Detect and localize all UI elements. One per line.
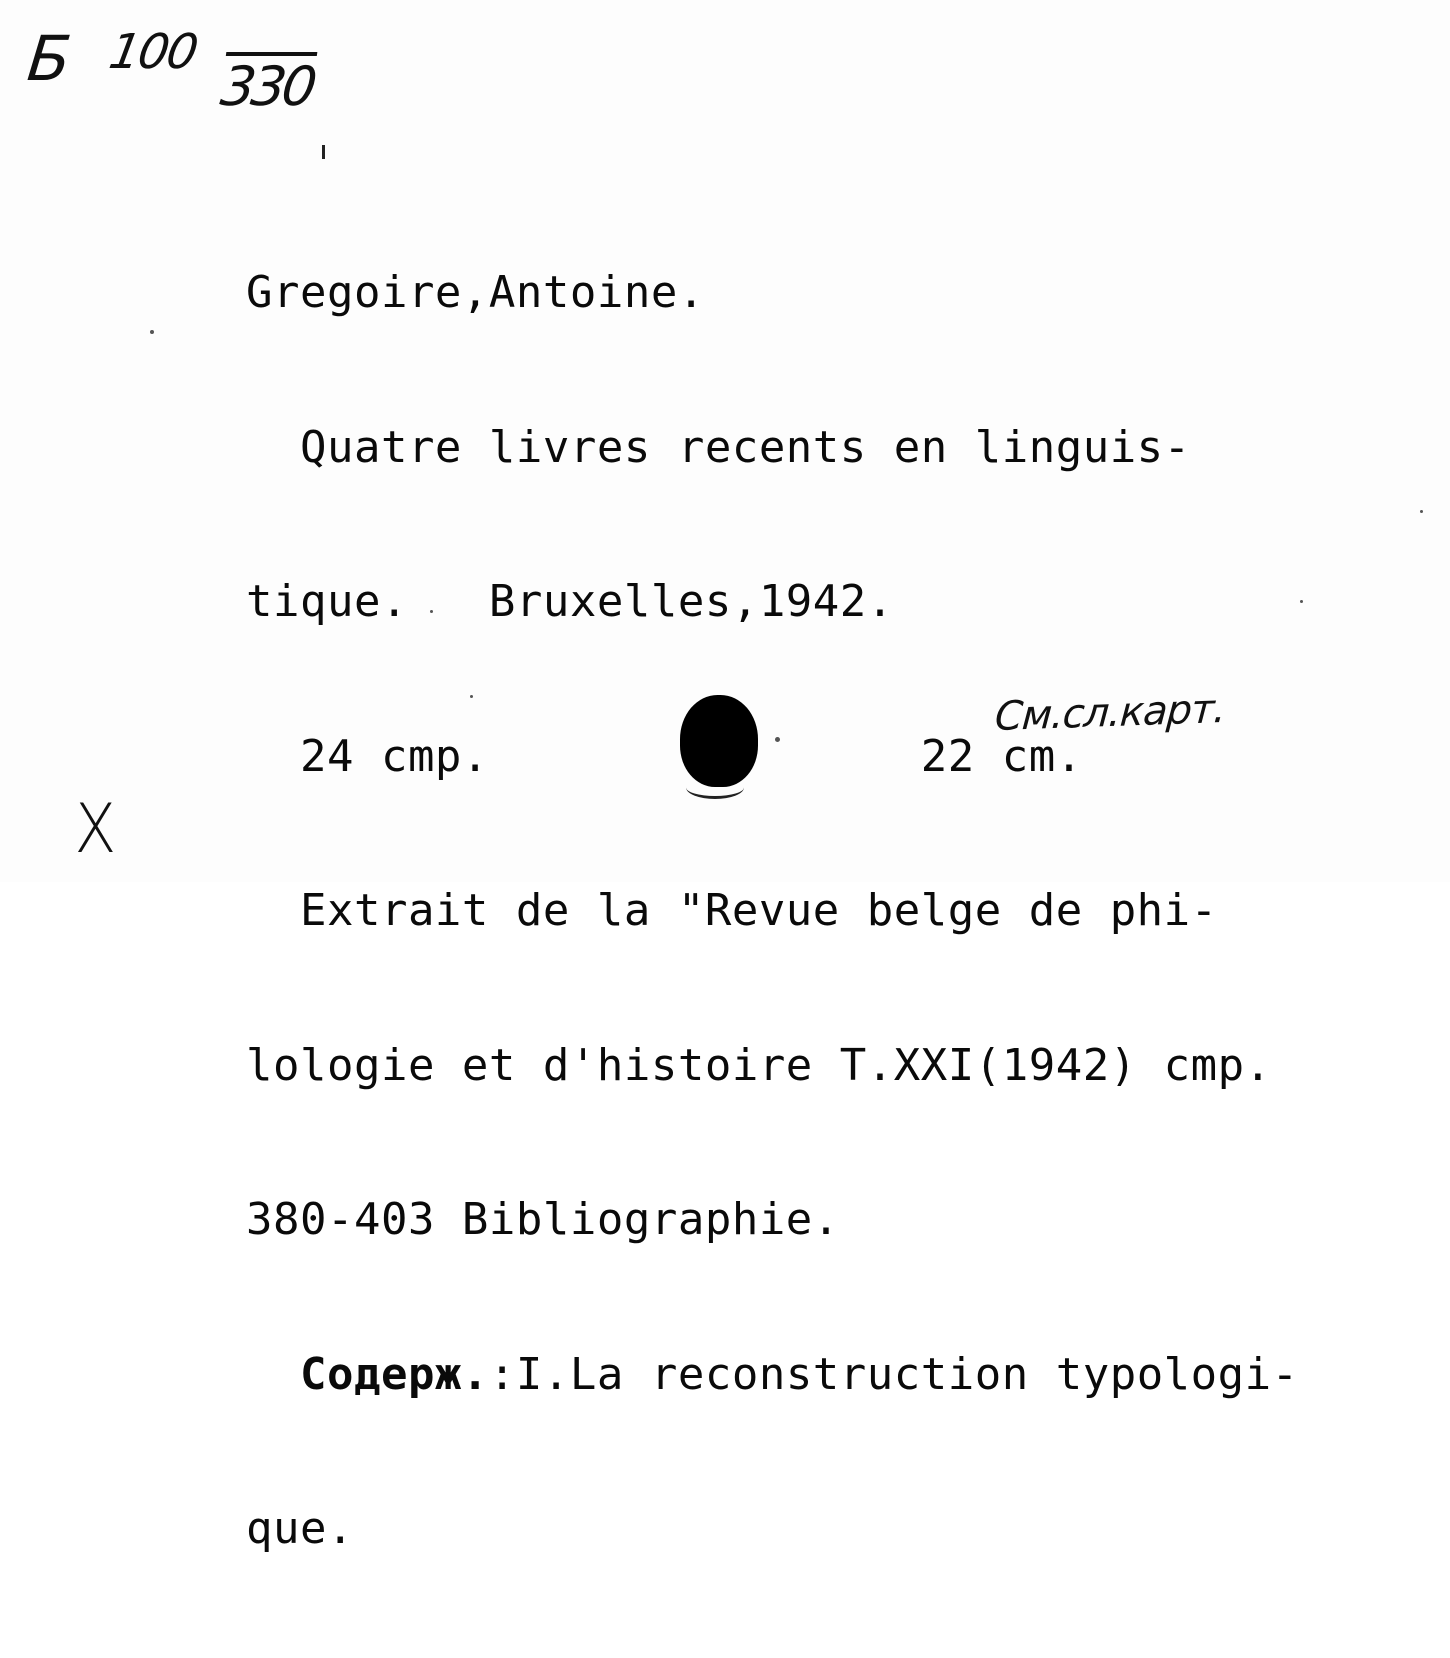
punch-hole [680,695,758,787]
entry-pages: 24 cmp. [299,730,489,782]
entry-note-line1: Extrait de la "Revue belge de phi- [299,885,1218,936]
shelfmark-prefix: Б [24,22,75,95]
entry-note-line2: lologie et d'histoire T.XXI(1942) cmp. [246,1039,1272,1091]
shelfmark-number: 100 [105,24,201,80]
margin-mark: X [74,790,117,869]
entry-contents-end: que. [246,1503,354,1554]
entry-contents [246,1349,1450,1401]
entry-physical [246,731,1450,783]
punch-hole-rim [686,776,744,799]
handwritten-note: См.сл.карт. [993,685,1227,741]
contents-label: Содерж. [299,1348,489,1400]
shelfmark-sub: 330 [218,52,318,114]
contents-text: :I.La reconstruction typologi- [488,1348,1299,1400]
entry-size: 22 cm. [920,730,1083,782]
entry-title-line1: Quatre livres recents en linguis- [299,421,1191,473]
catalog-entry [246,164,1450,1658]
entry-author: Gregoire,Antoine. [246,267,705,318]
entry-note-line3: 380-403 Bibliographie. [246,1194,840,1245]
entry-title-line2: tique. Bruxelles,1942. [246,576,894,627]
paper-speck [150,330,154,334]
tick-mark [322,145,325,159]
